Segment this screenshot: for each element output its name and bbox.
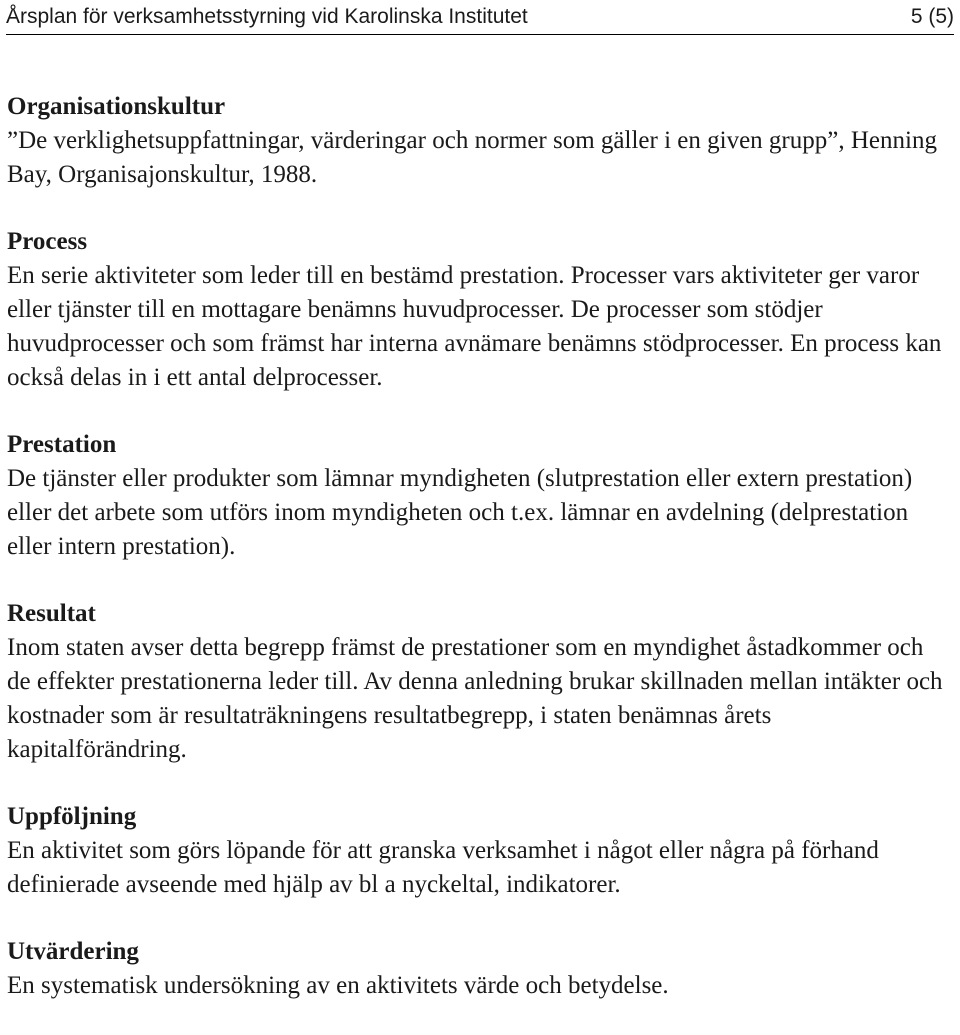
glossary-entry-utvardering: [7, 935, 953, 1003]
term-heading: Process: [7, 228, 88, 255]
term-heading: Utvärdering: [7, 938, 139, 965]
glossary-entry-process: [7, 225, 953, 395]
term-definition: En serie aktiviteter som leder till en bestämd prestation. Processer vars aktiviteter ger varor eller tjänster till en mottagare benämns huvudprocesser. De processer som stödjer huvudprocesser och som främst har interna avnämare benämns stödprocesser. En process kan också delas in i ett antal delprocesser.: [7, 262, 942, 391]
page-header: [6, 2, 954, 35]
term-definition: De tjänster eller produkter som lämnar myndigheten (slutprestation eller extern prestation) eller det arbete som utförs inom myndigheten och t.ex. lämnar en avdelning (delprestation eller intern prestation).: [7, 465, 913, 560]
glossary-entry-resultat: [7, 597, 953, 767]
document-title: Årsplan för verksamhetsstyrning vid Karolinska Institutet: [6, 5, 528, 28]
term-heading: Organisationskultur: [7, 93, 226, 120]
term-definition: Inom staten avser detta begrepp främst de prestationer som en myndighet åstadkommer och de effekter prestationerna leder till. Av denna anledning brukar skillnaden mellan intäkter och kostnader som är resultaträkningens resultatbegrepp, i staten benämnas årets kapitalförändring.: [7, 634, 943, 763]
term-definition: ”De verklighetsuppfattningar, värderingar och normer som gäller i en given grupp”, Henning Bay, Organisajonskultur, 1988.: [7, 127, 937, 188]
page-number: 5 (5): [910, 5, 954, 28]
term-definition: En aktivitet som görs löpande för att granska verksamhet i något eller några på förhand definierade avseende med hjälp av bl a nyckeltal, indikatorer.: [7, 837, 879, 898]
glossary-entry-uppfoljning: [7, 800, 953, 902]
term-heading: Resultat: [7, 600, 96, 627]
glossary-entry-prestation: [7, 428, 953, 564]
term-heading: Uppföljning: [7, 803, 137, 830]
glossary: [7, 90, 953, 1003]
term-heading: Prestation: [7, 431, 117, 458]
glossary-entry-organisationskultur: [7, 90, 953, 192]
term-definition: En systematisk undersökning av en aktivitets värde och betydelse.: [7, 972, 669, 999]
